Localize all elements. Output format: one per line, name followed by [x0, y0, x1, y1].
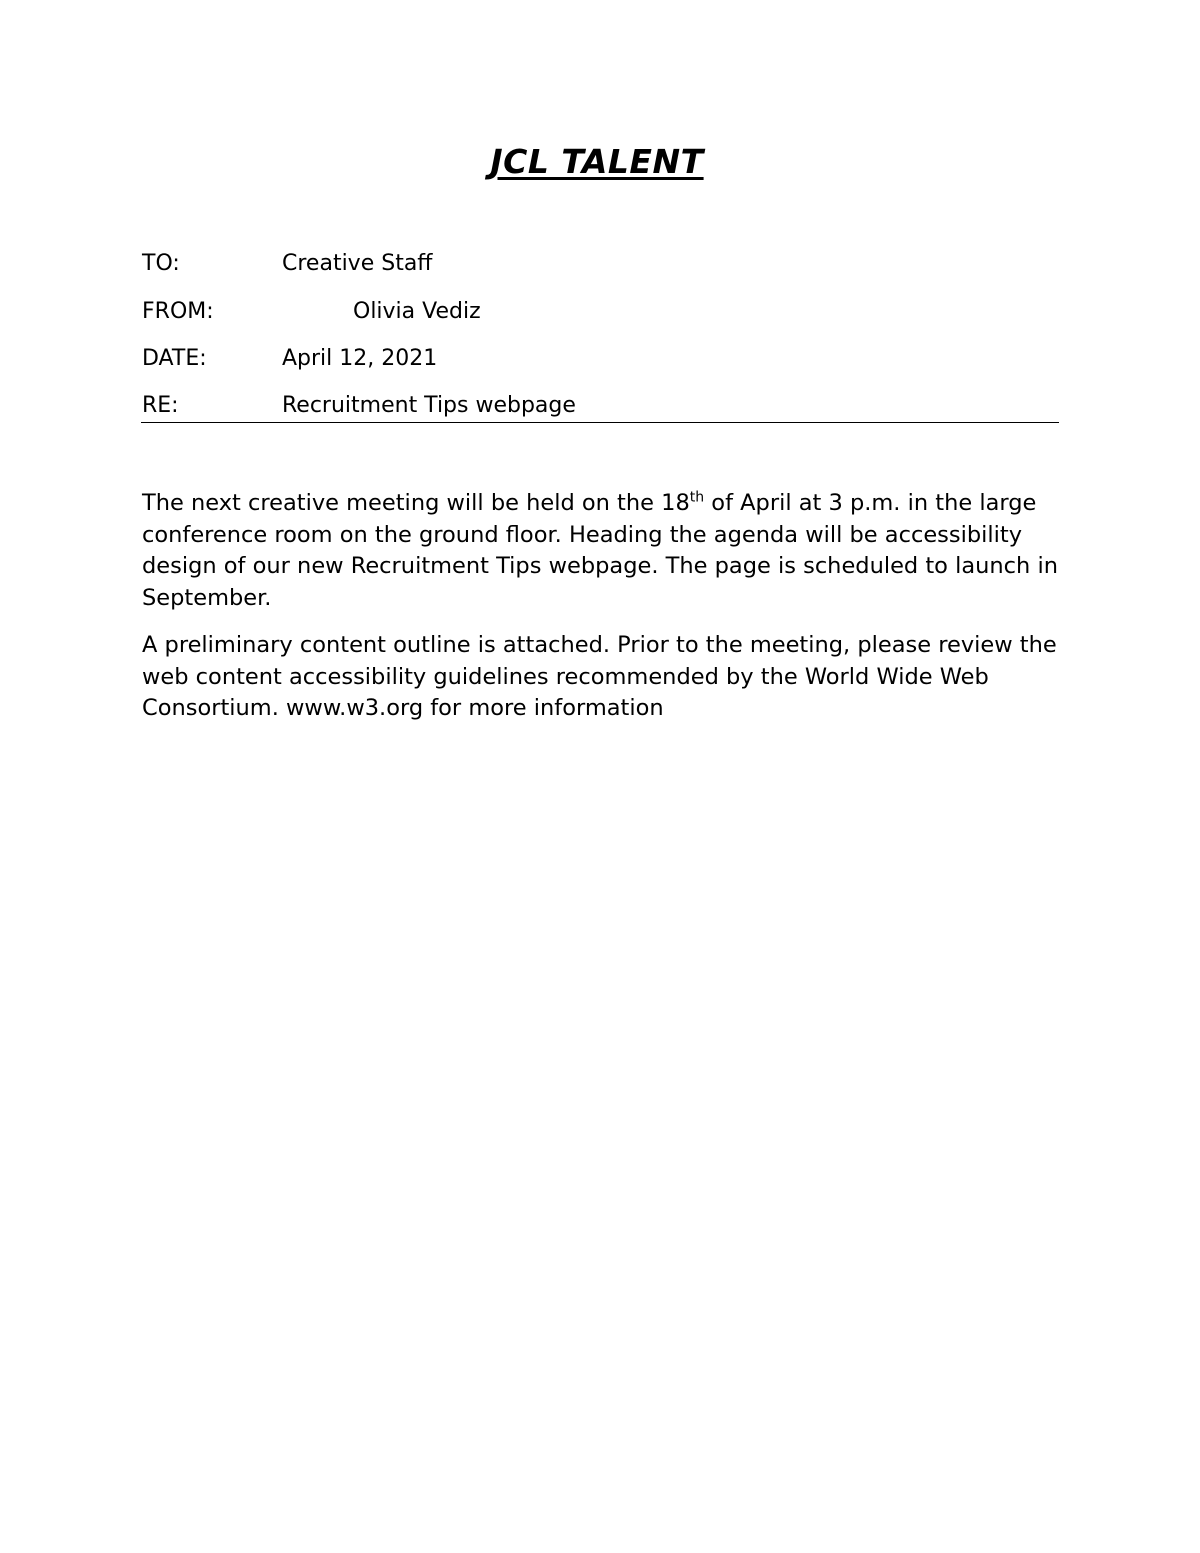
body-paragraph-1: [142, 488, 1072, 614]
ordinal-suffix: th: [689, 489, 705, 506]
body-paragraph-2: A preliminary content outline is attached. Prior to the meeting, please review the web content accessibility guidelines recommended by the World Wide Web Consortium. www.w3.org for more information: [142, 632, 1057, 721]
header-row-date: [142, 345, 437, 373]
paragraph-1-start: The next creative meeting will be held on the 18: [142, 490, 690, 516]
from-label: FROM:: [142, 299, 214, 324]
paragraph-1-rest: of April at 3 p.m. in the large conference room on the ground floor. Heading the agenda will be accessibility design of our new Recruitment Tips webpage. The page is scheduled to launch in September.: [142, 490, 1058, 611]
to-value: Creative Staff: [282, 251, 433, 276]
memo-title: JCL TALENT: [490, 142, 704, 181]
date-label: DATE:: [142, 346, 207, 371]
header-divider: [141, 422, 1059, 423]
header-row-from: [142, 298, 481, 326]
re-label: RE:: [142, 393, 179, 418]
from-value: Olivia Vediz: [353, 299, 481, 324]
header-row-to: [142, 250, 432, 278]
re-value: Recruitment Tips webpage: [282, 393, 576, 418]
to-label: TO:: [142, 251, 180, 276]
date-value: April 12, 2021: [282, 346, 438, 371]
header-row-re: [142, 392, 576, 420]
